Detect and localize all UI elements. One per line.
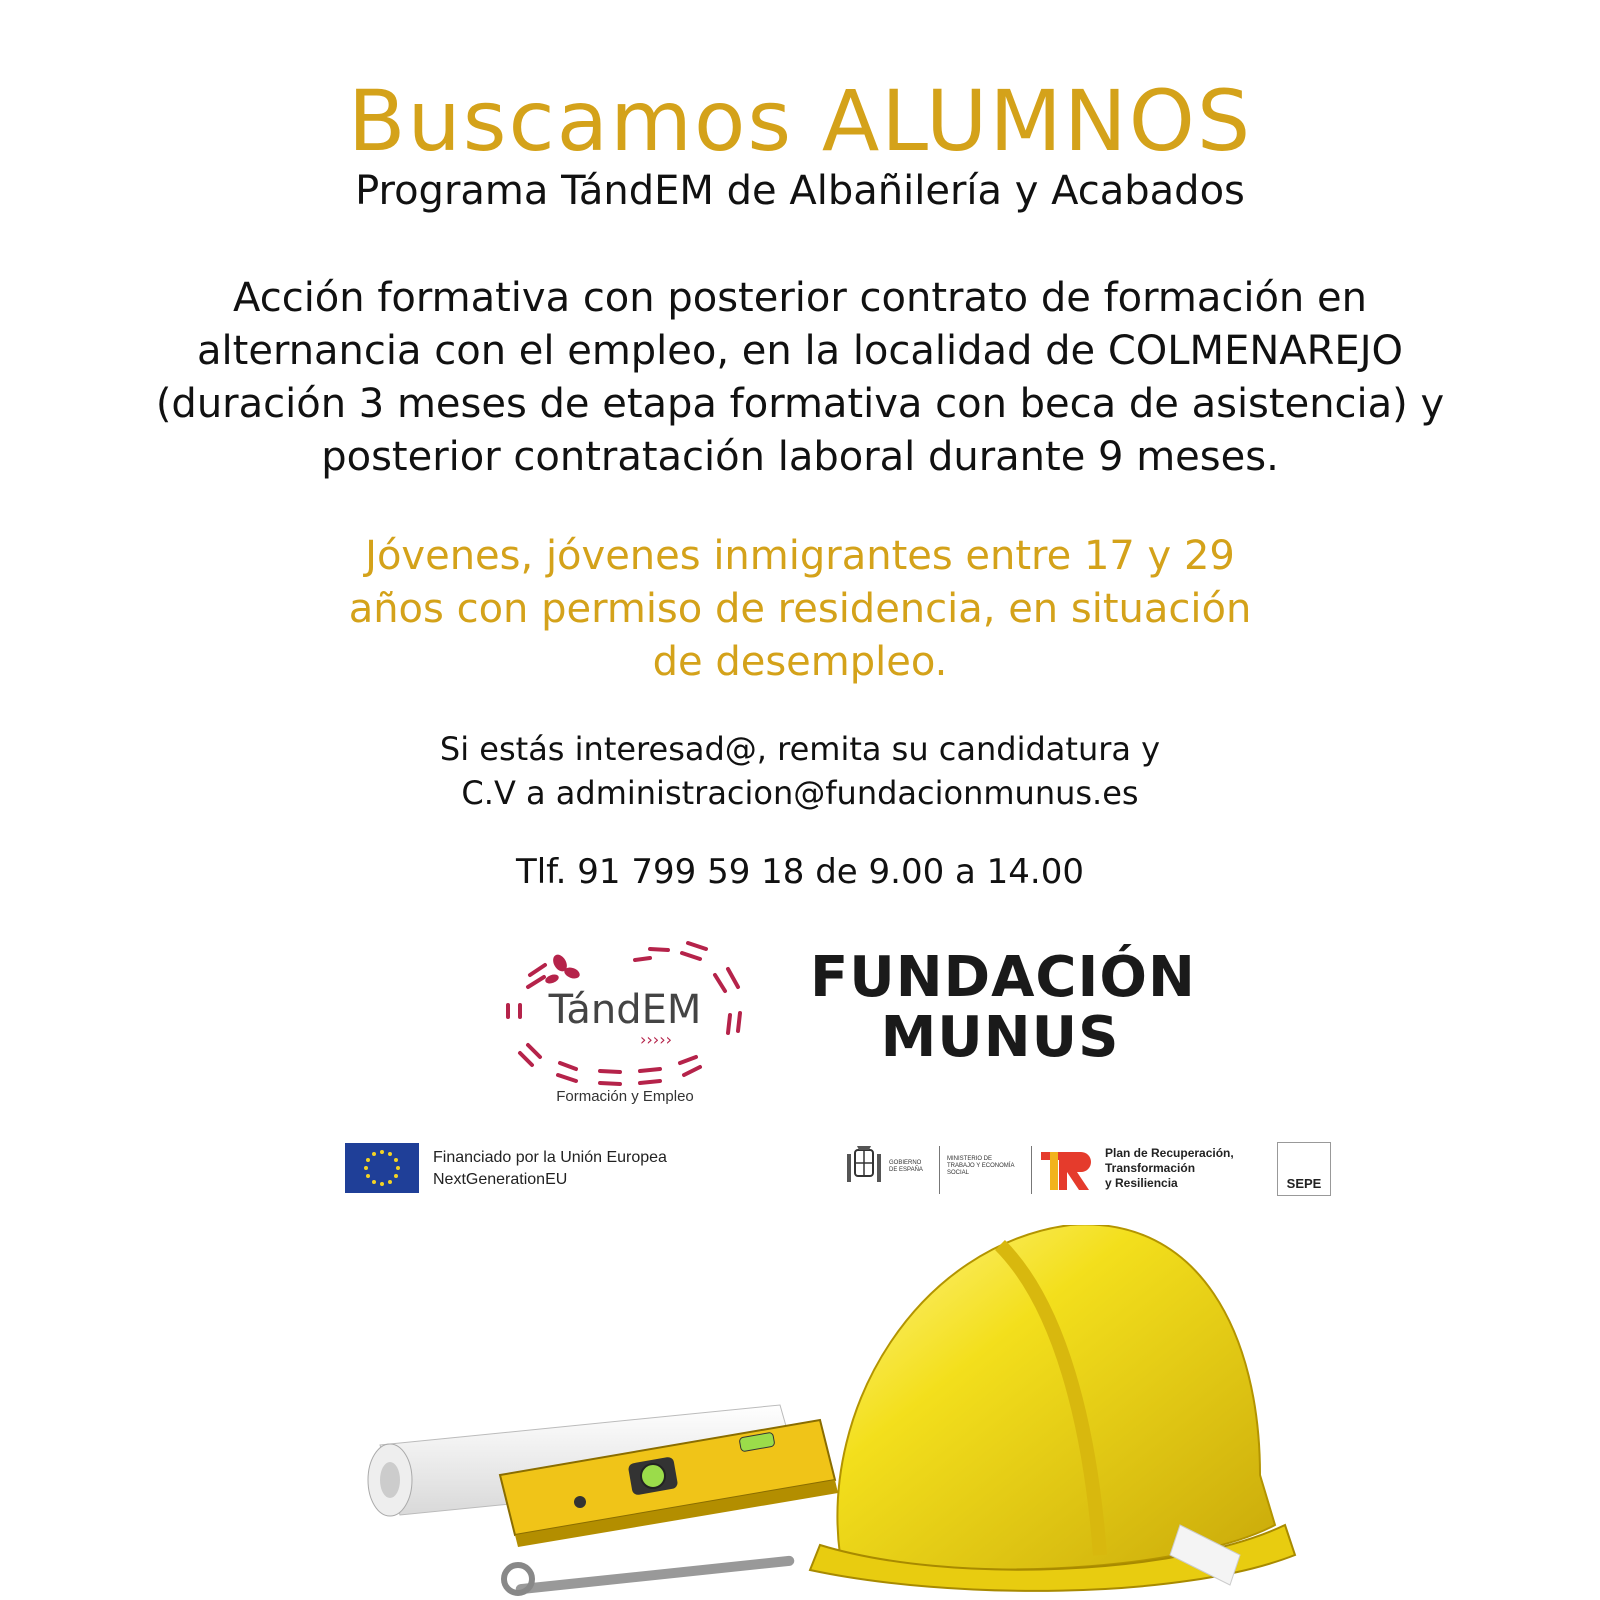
gobierno-label: GOBIERNO DE ESPAÑA: [889, 1160, 923, 1173]
plan-line-3: y Resiliencia: [1105, 1176, 1178, 1190]
contact-line-1: Si estás interesad@, remita su candidatura y: [439, 730, 1161, 768]
fundacion-line-2: MUNUS: [880, 1005, 1120, 1070]
wrench-icon: [504, 1555, 795, 1594]
eu-flag-icon: [345, 1143, 419, 1193]
plan-line-2: Transformación: [1105, 1161, 1196, 1175]
divider: [1031, 1146, 1032, 1194]
tandem-caption: Formación y Empleo: [556, 1088, 694, 1105]
fundacion-line-1: FUNDACIÓN: [810, 945, 1196, 1010]
plan-recuperacion-text: [1105, 1146, 1234, 1191]
svg-text:›››››: ›››››: [640, 1030, 672, 1049]
tandem-logo: [500, 935, 750, 1095]
page-title: Buscamos ALUMNOS: [347, 72, 1253, 170]
target-audience: Jóvenes, jóvenes inmigrantes entre 17 y 29 años con permiso de residencia, en situación de desempleo.: [348, 533, 1252, 685]
ministerio-label: MINISTERIO DE TRABAJO Y ECONOMÍA SOCIAL: [947, 1156, 1015, 1176]
prtr-icon: [1041, 1148, 1097, 1192]
fundacion-munus-logo: [810, 945, 1196, 1070]
coat-of-arms-icon: [845, 1144, 883, 1192]
government-logos: [845, 1140, 1325, 1200]
tandem-name: TándEM: [548, 987, 702, 1033]
eu-funding-text: [433, 1147, 667, 1191]
leaf-icon: [544, 952, 581, 985]
eu-line-2: NextGenerationEU: [433, 1171, 568, 1188]
plan-line-1: Plan de Recuperación,: [1105, 1146, 1234, 1160]
sepe-label: SEPE: [1286, 1176, 1322, 1191]
hard-hat-icon: [810, 1225, 1295, 1591]
construction-illustration: [300, 1225, 1300, 1600]
contact-email-line[interactable]: C.V a administracion@fundacionmunus.es: [461, 774, 1139, 812]
page-subtitle: Programa TándEM de Albañilería y Acabados: [355, 168, 1245, 214]
eu-line-1: Financiado por la Unión Europea: [433, 1149, 667, 1166]
divider: [939, 1146, 940, 1194]
course-description: Acción formativa con posterior contrato de formación en alternancia con el empleo, en la localidad de COLMENAREJO (duración 3 meses de etapa formativa con beca de asistencia) y posterior contratación laboral durante 9 meses.: [155, 275, 1445, 480]
phone-hours: Tlf. 91 799 59 18 de 9.00 a 14.00: [515, 852, 1085, 892]
contact-info: [360, 727, 1240, 815]
sepe-logo: [1277, 1142, 1331, 1196]
